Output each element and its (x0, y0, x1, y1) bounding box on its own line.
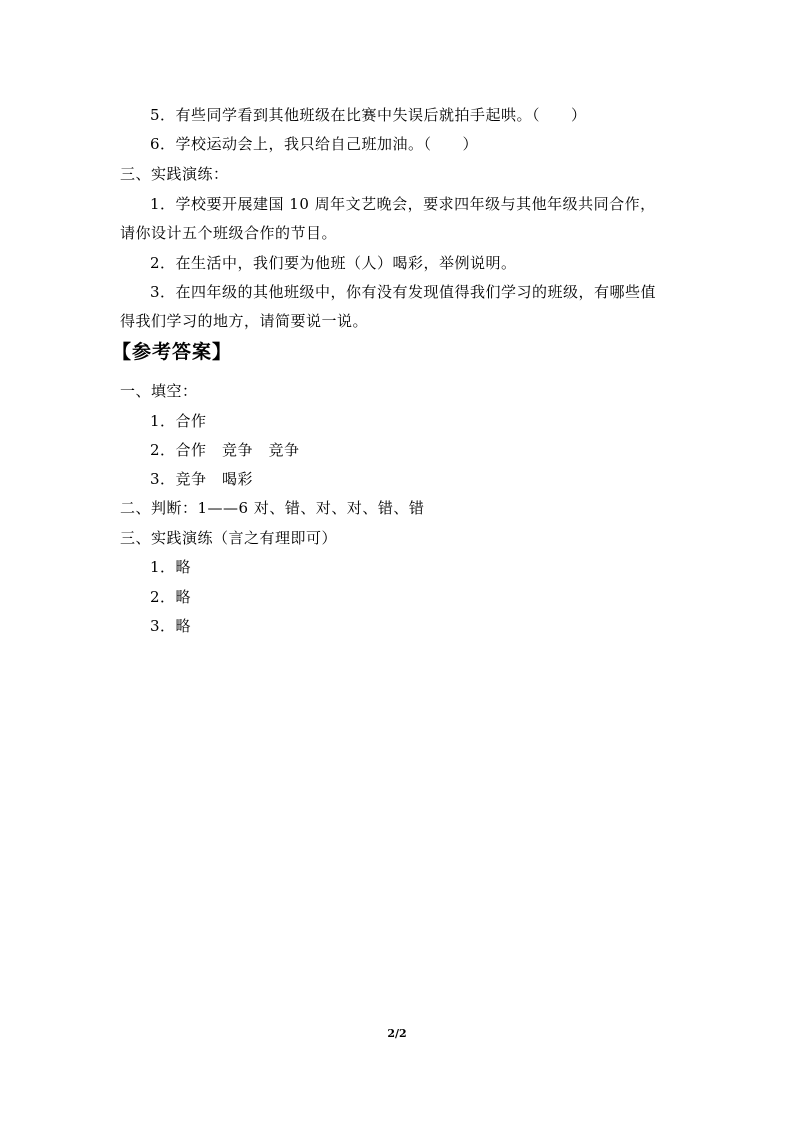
answers-practice-1: 1．略 (150, 558, 192, 576)
answers-judge: 二、判断：1——6 对、错、对、对、错、错 (120, 499, 425, 517)
answers-fill-2: 2．合作 竞争 竞争 (150, 441, 300, 459)
answers-practice-3: 3．略 (150, 617, 192, 635)
answers-fill-title: 一、填空： (120, 382, 198, 400)
practice-item-2: 2．在生活中，我们要为他班（人）喝彩，举例说明。 (150, 254, 517, 272)
answers-heading: 【参考答案】 (112, 341, 233, 363)
answers-fill-3: 3．竞争 喝彩 (150, 470, 254, 488)
page-number: 2/2 (387, 1027, 407, 1040)
judge-item-6: 6．学校运动会上，我只给自己班加油。（ ） (150, 135, 479, 153)
practice-section-title: 三、实践演练： (120, 165, 229, 183)
answers-fill-1: 1．合作 (150, 412, 207, 430)
judge-item-5: 5．有些同学看到其他班级在比赛中失误后就拍手起哄。（ ） (150, 106, 587, 124)
answers-practice-title: 三、实践演练（言之有理即可） (120, 529, 338, 547)
practice-item-3-line-2: 得我们学习的地方，请简要说一说。 (120, 312, 369, 330)
answers-practice-2: 2．略 (150, 588, 192, 606)
practice-item-1-line-2: 请你设计五个班级合作的节目。 (120, 224, 338, 242)
practice-item-1-line-1: 1．学校要开展建国 10 周年文艺晚会，要求四年级与其他年级共同合作， (150, 195, 656, 213)
practice-item-3-line-1: 3．在四年级的其他班级中，你有没有发现值得我们学习的班级，有哪些值 (150, 283, 657, 301)
